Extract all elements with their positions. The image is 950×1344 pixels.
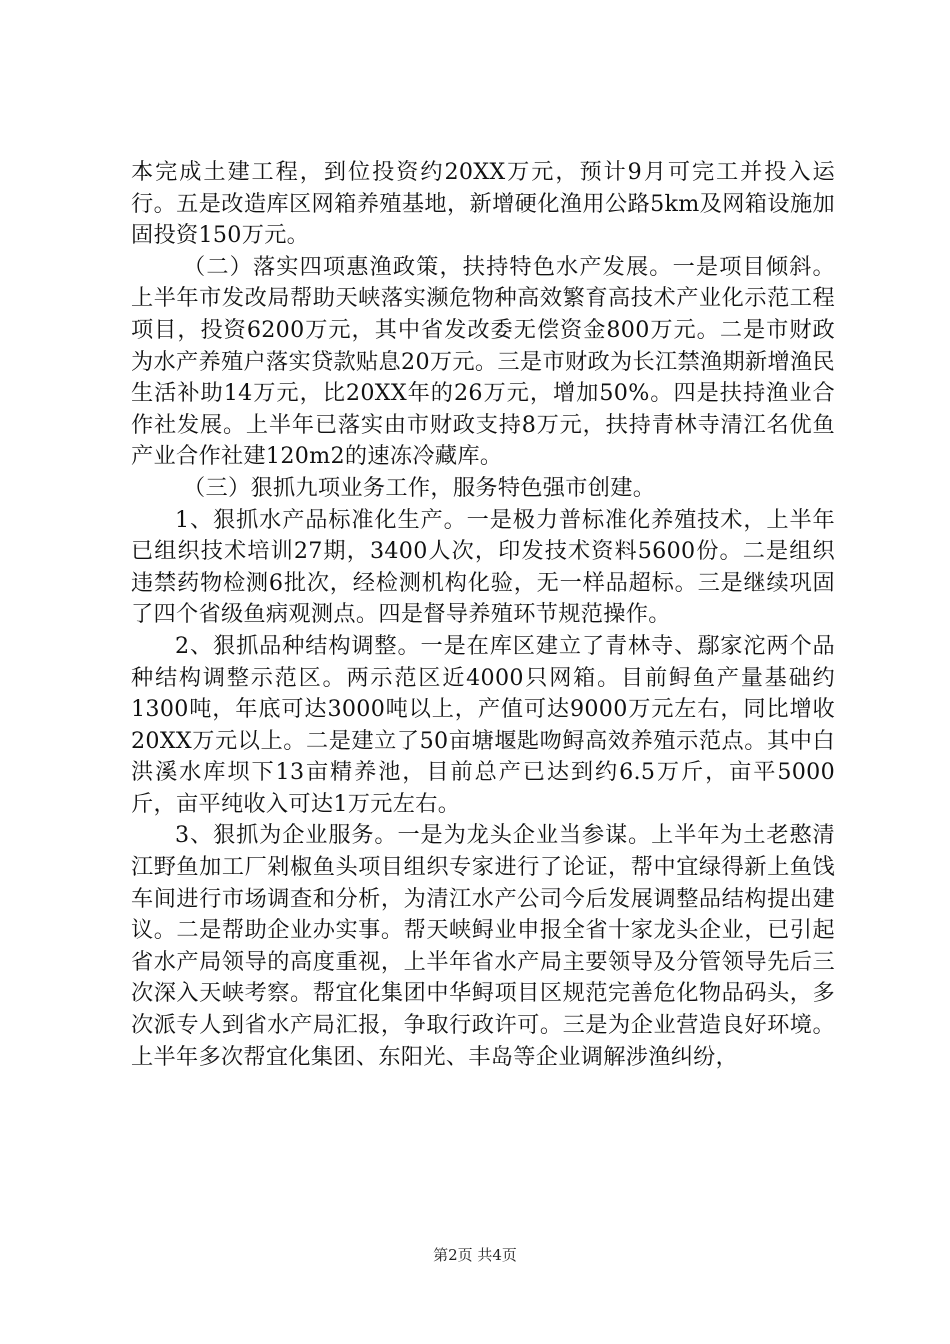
paragraph-continuation: 本完成土建工程，到位投资约20XX万元，预计9月可完工并投入运行。五是改造库区网箱养殖基地，新增硬化渔用公路5km及网箱设施加固投资150万元。 (131, 159, 835, 249)
paragraph-item-1: 1、狠抓水产品标准化生产。一是极力普标准化养殖技术，上半年已组织技术培训27期，3400人次，印发技术资料5600份。二是组织违禁药物检测6批次，经检测机构化验，无一样品超标。三是继续巩固了四个省级鱼病观测点。四是督导养殖环节规范操作。 (131, 506, 835, 628)
paragraph-section-two: （二）落实四项惠渔政策，扶持特色水产发展。一是项目倾斜。上半年市发改局帮助天峡落实濒危物种高效繁育高技术产业化示范工程项目，投资6200万元，其中省发改委无偿资金800万元。二是市财政为水产养殖户落实贷款贴息20万元。三是市财政为长江禁渔期新增渔民生活补助14万元，比20XX年的26万元，增加50%。四是扶持渔业合作社发展。上半年已落实由市财政支持8万元，扶持青林寺清江名优鱼产业合作社建120m2的速冻冷藏库。 (131, 253, 835, 470)
document-body (131, 157, 835, 1073)
page-footer: 第2页 共4页 (433, 1246, 517, 1264)
paragraph-item-2: 2、狠抓品种结构调整。一是在库区建立了青林寺、鄢家沱两个品种结构调整示范区。两示范区近4000只网箱。目前鲟鱼产量基础约1300吨，年底可达3000吨以上，产值可达9000万元左右，同比增收20XX万元以上。二是建立了50亩塘堰匙吻鲟高效养殖示范点。其中白洪溪水库坝下13亩精养池，目前总产已达到约6.5万斤，亩平5000斤，亩平纯收入可达1万元左右。 (131, 632, 835, 817)
paragraph-item-3: 3、狠抓为企业服务。一是为龙头企业当参谋。上半年为土老憨清江野鱼加工厂剁椒鱼头项目组织专家进行了论证，帮中宜绿得新上鱼饯车间进行市场调查和分析，为清江水产公司今后发展调整品结构提出建议。二是帮助企业办实事。帮天峡鲟业申报全省十家龙头企业，已引起省水产局领导的高度重视，上半年省水产局主要领导及分管领导先后三次深入天峡考察。帮宜化集团中华鲟项目区规范完善危化物品码头，多次派专人到省水产局汇报，争取行政许可。三是为企业营造良好环境。上半年多次帮宜化集团、东阳光、丰岛等企业调解涉渔纠纷， (131, 822, 835, 1070)
paragraph-section-three-heading: （三）狠抓九项业务工作，服务特色强市创建。 (183, 474, 656, 501)
